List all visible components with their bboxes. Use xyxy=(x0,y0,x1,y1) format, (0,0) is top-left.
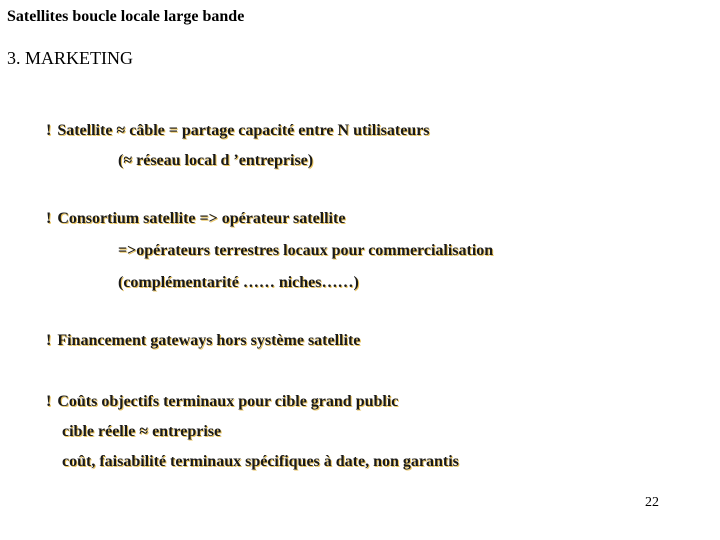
bullet-icon: ! xyxy=(46,393,52,410)
section-title: 3. MARKETING xyxy=(7,48,133,68)
bullet-4-subline-2: coût, faisabilité terminaux spécifiques à date, non garantis xyxy=(62,453,459,470)
bullet-icon: ! xyxy=(46,210,52,227)
bullet-1-text: Satellite ≈ câble = partage capacité entre N utilisateurs xyxy=(57,122,430,139)
bullet-icon: ! xyxy=(46,332,52,349)
page-number: 22 xyxy=(645,495,659,510)
bullet-item-3 xyxy=(46,332,360,350)
bullet-4-subline-1: cible réelle ≈ entreprise xyxy=(62,423,222,440)
bullet-2-subline-2: (complémentarité …… niches……) xyxy=(118,274,359,291)
bullet-icon: ! xyxy=(46,122,52,139)
bullet-3-text: Financement gateways hors système satellite xyxy=(57,332,361,349)
bullet-2-text: Consortium satellite => opérateur satellite xyxy=(57,210,346,227)
bullet-item-2 xyxy=(46,210,345,228)
slide-header-title: Satellites boucle locale large bande xyxy=(7,8,245,25)
bullet-2-subline-1: =>opérateurs terrestres locaux pour commercialisation xyxy=(118,242,494,259)
bullet-4-text: Coûts objectifs terminaux pour cible grand public xyxy=(57,393,399,410)
bullet-item-1 xyxy=(46,122,430,140)
bullet-item-4 xyxy=(46,393,398,411)
bullet-1-subline: (≈ réseau local d ’entreprise) xyxy=(118,152,314,169)
